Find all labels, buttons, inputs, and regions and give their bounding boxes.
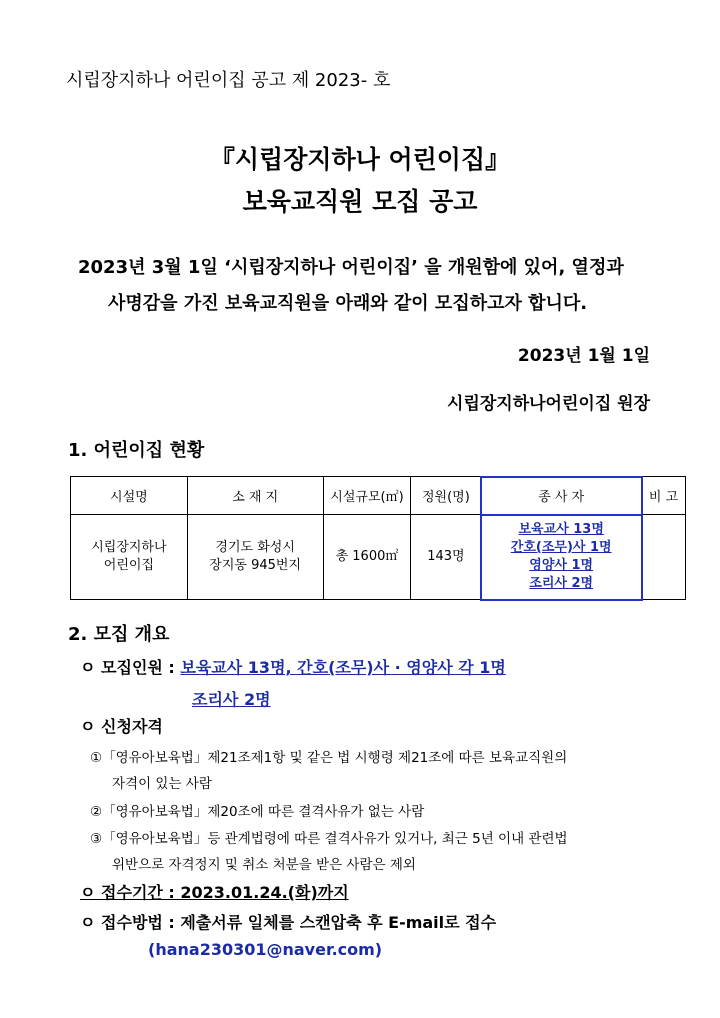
facility-name-line-2: 어린이집 (103, 558, 154, 573)
qualification-heading: ㅇ 신청자격 (80, 717, 163, 736)
staff-teachers: 보육교사 13명 (518, 522, 604, 537)
header-staff: 종 사 자 (481, 477, 642, 515)
cell-facility-name (71, 515, 188, 600)
header-address: 소 재 지 (187, 477, 323, 515)
section-1-heading: 1. 어린이집 현황 (68, 440, 205, 461)
facility-table (70, 476, 686, 600)
intro-line-1: 2023년 3월 1일 ‘시립장지하나 어린이집’ 을 개원함에 있어, 열정과 (78, 257, 624, 278)
cell-note (642, 515, 686, 600)
address-line-2: 장지동 945번지 (209, 558, 302, 573)
application-period: ㅇ 접수기간 : 2023.01.24.(화)까지 (80, 883, 349, 902)
header-note: 비 고 (642, 477, 686, 515)
recruit-line-1: 보육교사 13명, 간호(조무)사 · 영양사 각 1명 (180, 658, 506, 677)
header-size: 시설규모(㎡) (323, 477, 411, 515)
director-signature: 시립장지하나어린이집 원장 (447, 394, 650, 414)
intro-line-2: 사명감을 가진 보육교직원을 아래와 같이 모집하고자 합니다. (108, 293, 588, 314)
address-line-1: 경기도 화성시 (215, 540, 295, 555)
recruit-label: ㅇ 모집인원 : (80, 658, 175, 677)
staff-nurse: 간호(조무)사 1명 (510, 540, 612, 555)
section-2-heading: 2. 모집 개요 (68, 624, 170, 645)
header-facility-name: 시설명 (71, 477, 188, 515)
notice-date: 2023년 1월 1일 (517, 346, 650, 366)
cell-size: 총 1600㎡ (323, 515, 411, 600)
staff-nutritionist: 영양사 1명 (529, 558, 594, 573)
recruit-count (80, 655, 506, 678)
cell-staff (481, 515, 642, 600)
staff-cook: 조리사 2명 (529, 576, 594, 591)
contact-email[interactable]: (hana230301@naver.com) (148, 940, 383, 959)
qualification-2: ②「영유아보육법」제20조에 따른 결격사유가 없는 사람 (90, 804, 425, 820)
recruit-line-2: 조리사 2명 (192, 690, 271, 709)
qualification-1-cont: 자격이 있는 사람 (112, 776, 212, 792)
table-row (71, 515, 686, 600)
cell-address (187, 515, 323, 600)
qualification-1: ①「영유아보육법」제21조제1항 및 같은 법 시행령 제21조에 따른 보육교직원의 (90, 750, 568, 766)
title-line-1: 『시립장지하나 어린이집』 (209, 145, 511, 174)
qualification-3-cont: 위반으로 자격정지 및 취소 처분을 받은 사람은 제외 (112, 857, 416, 873)
application-method: ㅇ 접수방법 : 제출서류 일체를 스캔압축 후 E-mail로 접수 (80, 913, 497, 932)
notice-number: 시립장지하나 어린이집 공고 제 2023- 호 (66, 70, 391, 91)
header-capacity: 정원(명) (411, 477, 481, 515)
title-line-2: 보육교직원 모집 공고 (242, 187, 478, 216)
table-header-row (71, 477, 686, 515)
facility-name-line-1: 시립장지하나 (91, 540, 167, 555)
cell-capacity: 143명 (411, 515, 481, 600)
qualification-3: ③「영유아보육법」등 관계법령에 따른 결격사유가 있거나, 최근 5년 이내 관련법 (90, 831, 568, 847)
